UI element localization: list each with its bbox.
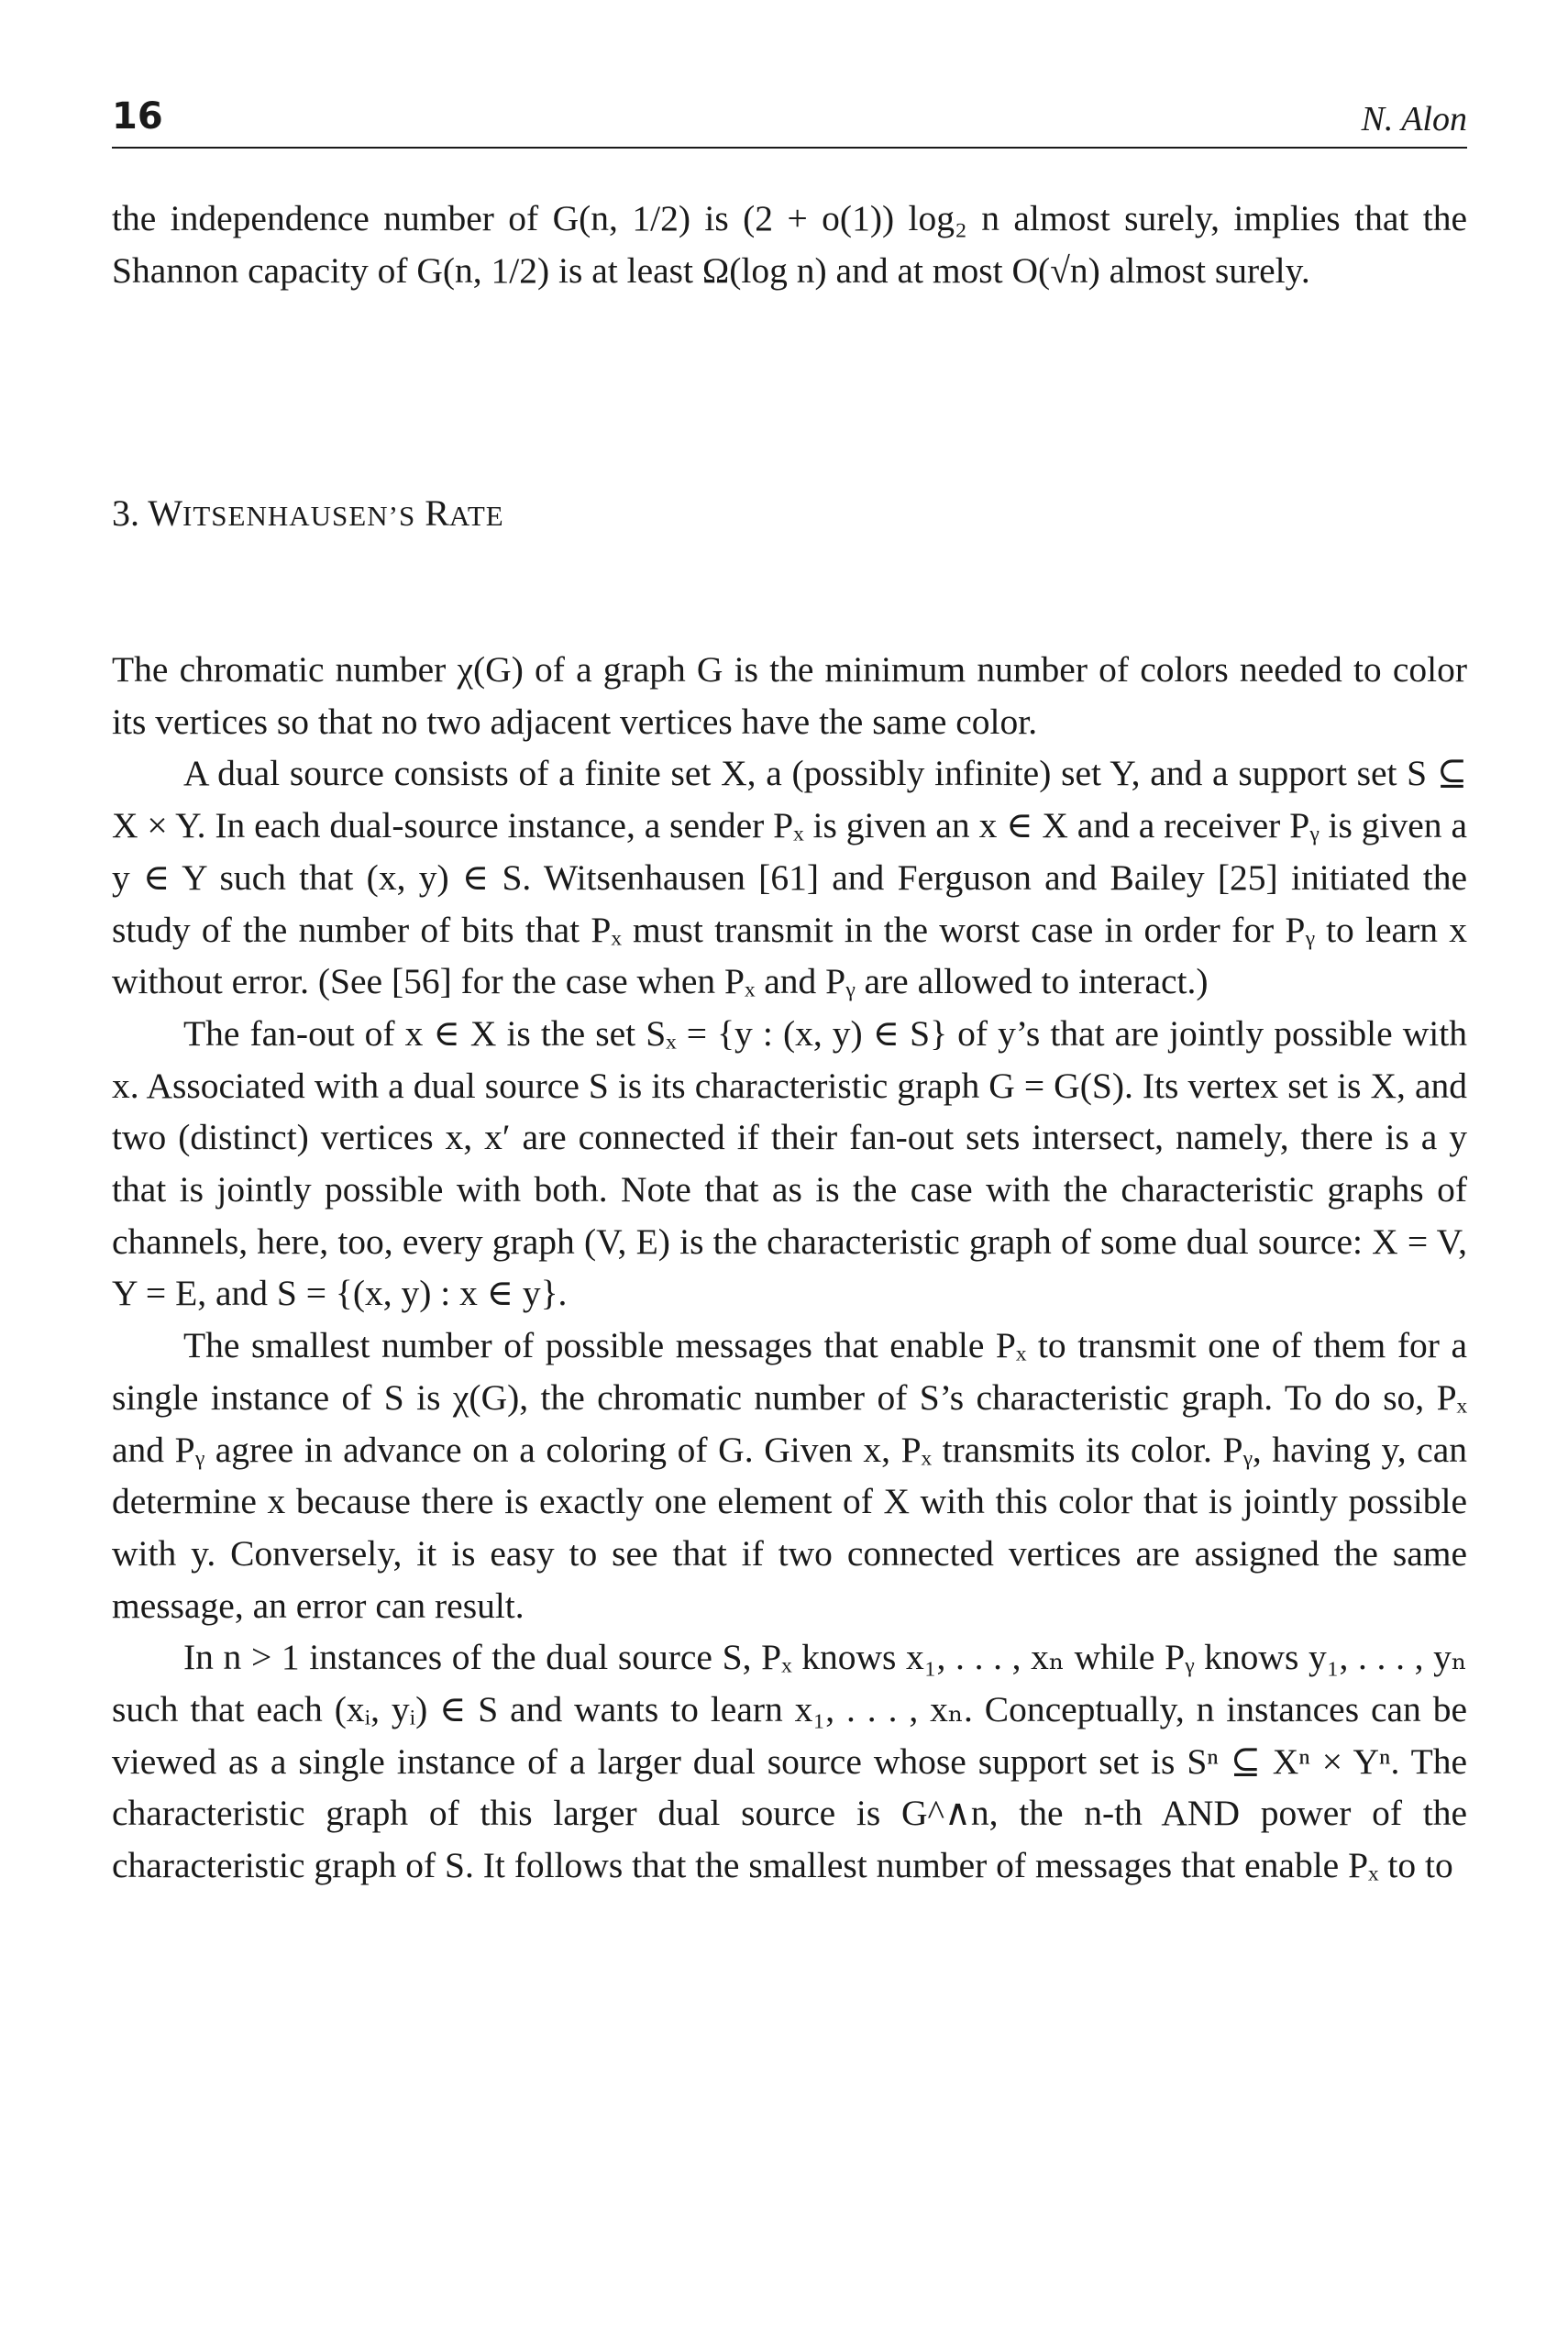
- paragraph: A dual source consists of a finite set X, a (possibly infinite) set Y, and a support set S ⊆ X × Y. In each dual-source instance, a sender Pₓ is given an x ∈ X and a receiver Pᵧ is given a y ∈ Y such that (x, y) ∈ S. Witsenhausen [61] and Ferguson and Bailey [25] initiated the study of the number of bits that Pₓ must transmit in the worst case in order for Pᵧ to learn x without error. (See [56] for the case when Pₓ and Pᵧ are allowed to interact.): [112, 753, 1467, 1002]
- section-body: [112, 644, 1467, 1892]
- section-title-rest-1: ITSENHAUSEN: [182, 500, 389, 532]
- paragraph: The chromatic number χ(G) of a graph G is the minimum number of colors needed to color its vertices so that no two adjacent vertices have the same color.: [112, 649, 1467, 742]
- section-title-rest-2: ATE: [448, 500, 504, 532]
- section-number: 3.: [112, 492, 139, 534]
- section-title-apostrophe: ’: [388, 500, 399, 532]
- page-number: 16: [112, 95, 163, 138]
- paragraph: The fan-out of x ∈ X is the set Sₓ = {y : (x, y) ∈ S} of y’s that are jointly possible with x. Associated with a dual source S is its characteristic graph G = G(S). Its vertex set is X, and two (distinct) vertices x, x′ are connected if their fan-out sets intersect, namely, there is a y that is jointly possible with both. Note that as is the case with the characteristic graphs of channels, here, too, every graph (V, E) is the characteristic graph of some dual source: X = V, Y = E, and S = {(x, y) : x ∈ y}.: [112, 1012, 1467, 1314]
- page-header: [112, 92, 1467, 149]
- section-heading: [112, 486, 504, 544]
- paragraph: The smallest number of possible messages that enable Pₓ to transmit one of them for a single instance of S is χ(G), the chromatic number of S’s characteristic graph. To do so, Pₓ and Pᵧ agree in advance on a coloring of G. Given x, Pₓ transmits its color. Pᵧ, having y, can determine x because there is exactly one element of X with this color that is jointly possible with y. Conversely, it is easy to see that if two connected vertices are assigned the same message, an error can result.: [112, 1325, 1467, 1626]
- section-title-s: S: [398, 500, 416, 532]
- paragraph: In n > 1 instances of the dual source S, Pₓ knows x₁, . . . , xₙ while Pᵧ knows y₁, . . . , yₙ such that each (xᵢ, yᵢ) ∈ S and wants to learn x₁, . . . , xₙ. Conceptually, n instances can be viewed as a single instance of a larger dual source whose support set is Sⁿ ⊆ Xⁿ × Yⁿ. The characteristic graph of this larger dual source is G^∧n, the n-th AND power of the characteristic graph of S. It follows that the smallest number of messages that enable Pₓ to to: [112, 1637, 1467, 1886]
- section-title-lead-2: R: [425, 492, 449, 534]
- intro-paragraph: the independence number of G(n, 1/2) is (2 + o(1)) log₂ n almost surely, implies that the Shannon capacity of G(n, 1/2) is at least Ω(log n) and at most O(√n) almost surely.: [112, 198, 1467, 291]
- section-title-lead-1: W: [148, 492, 183, 534]
- running-head: N. Alon: [1361, 100, 1467, 138]
